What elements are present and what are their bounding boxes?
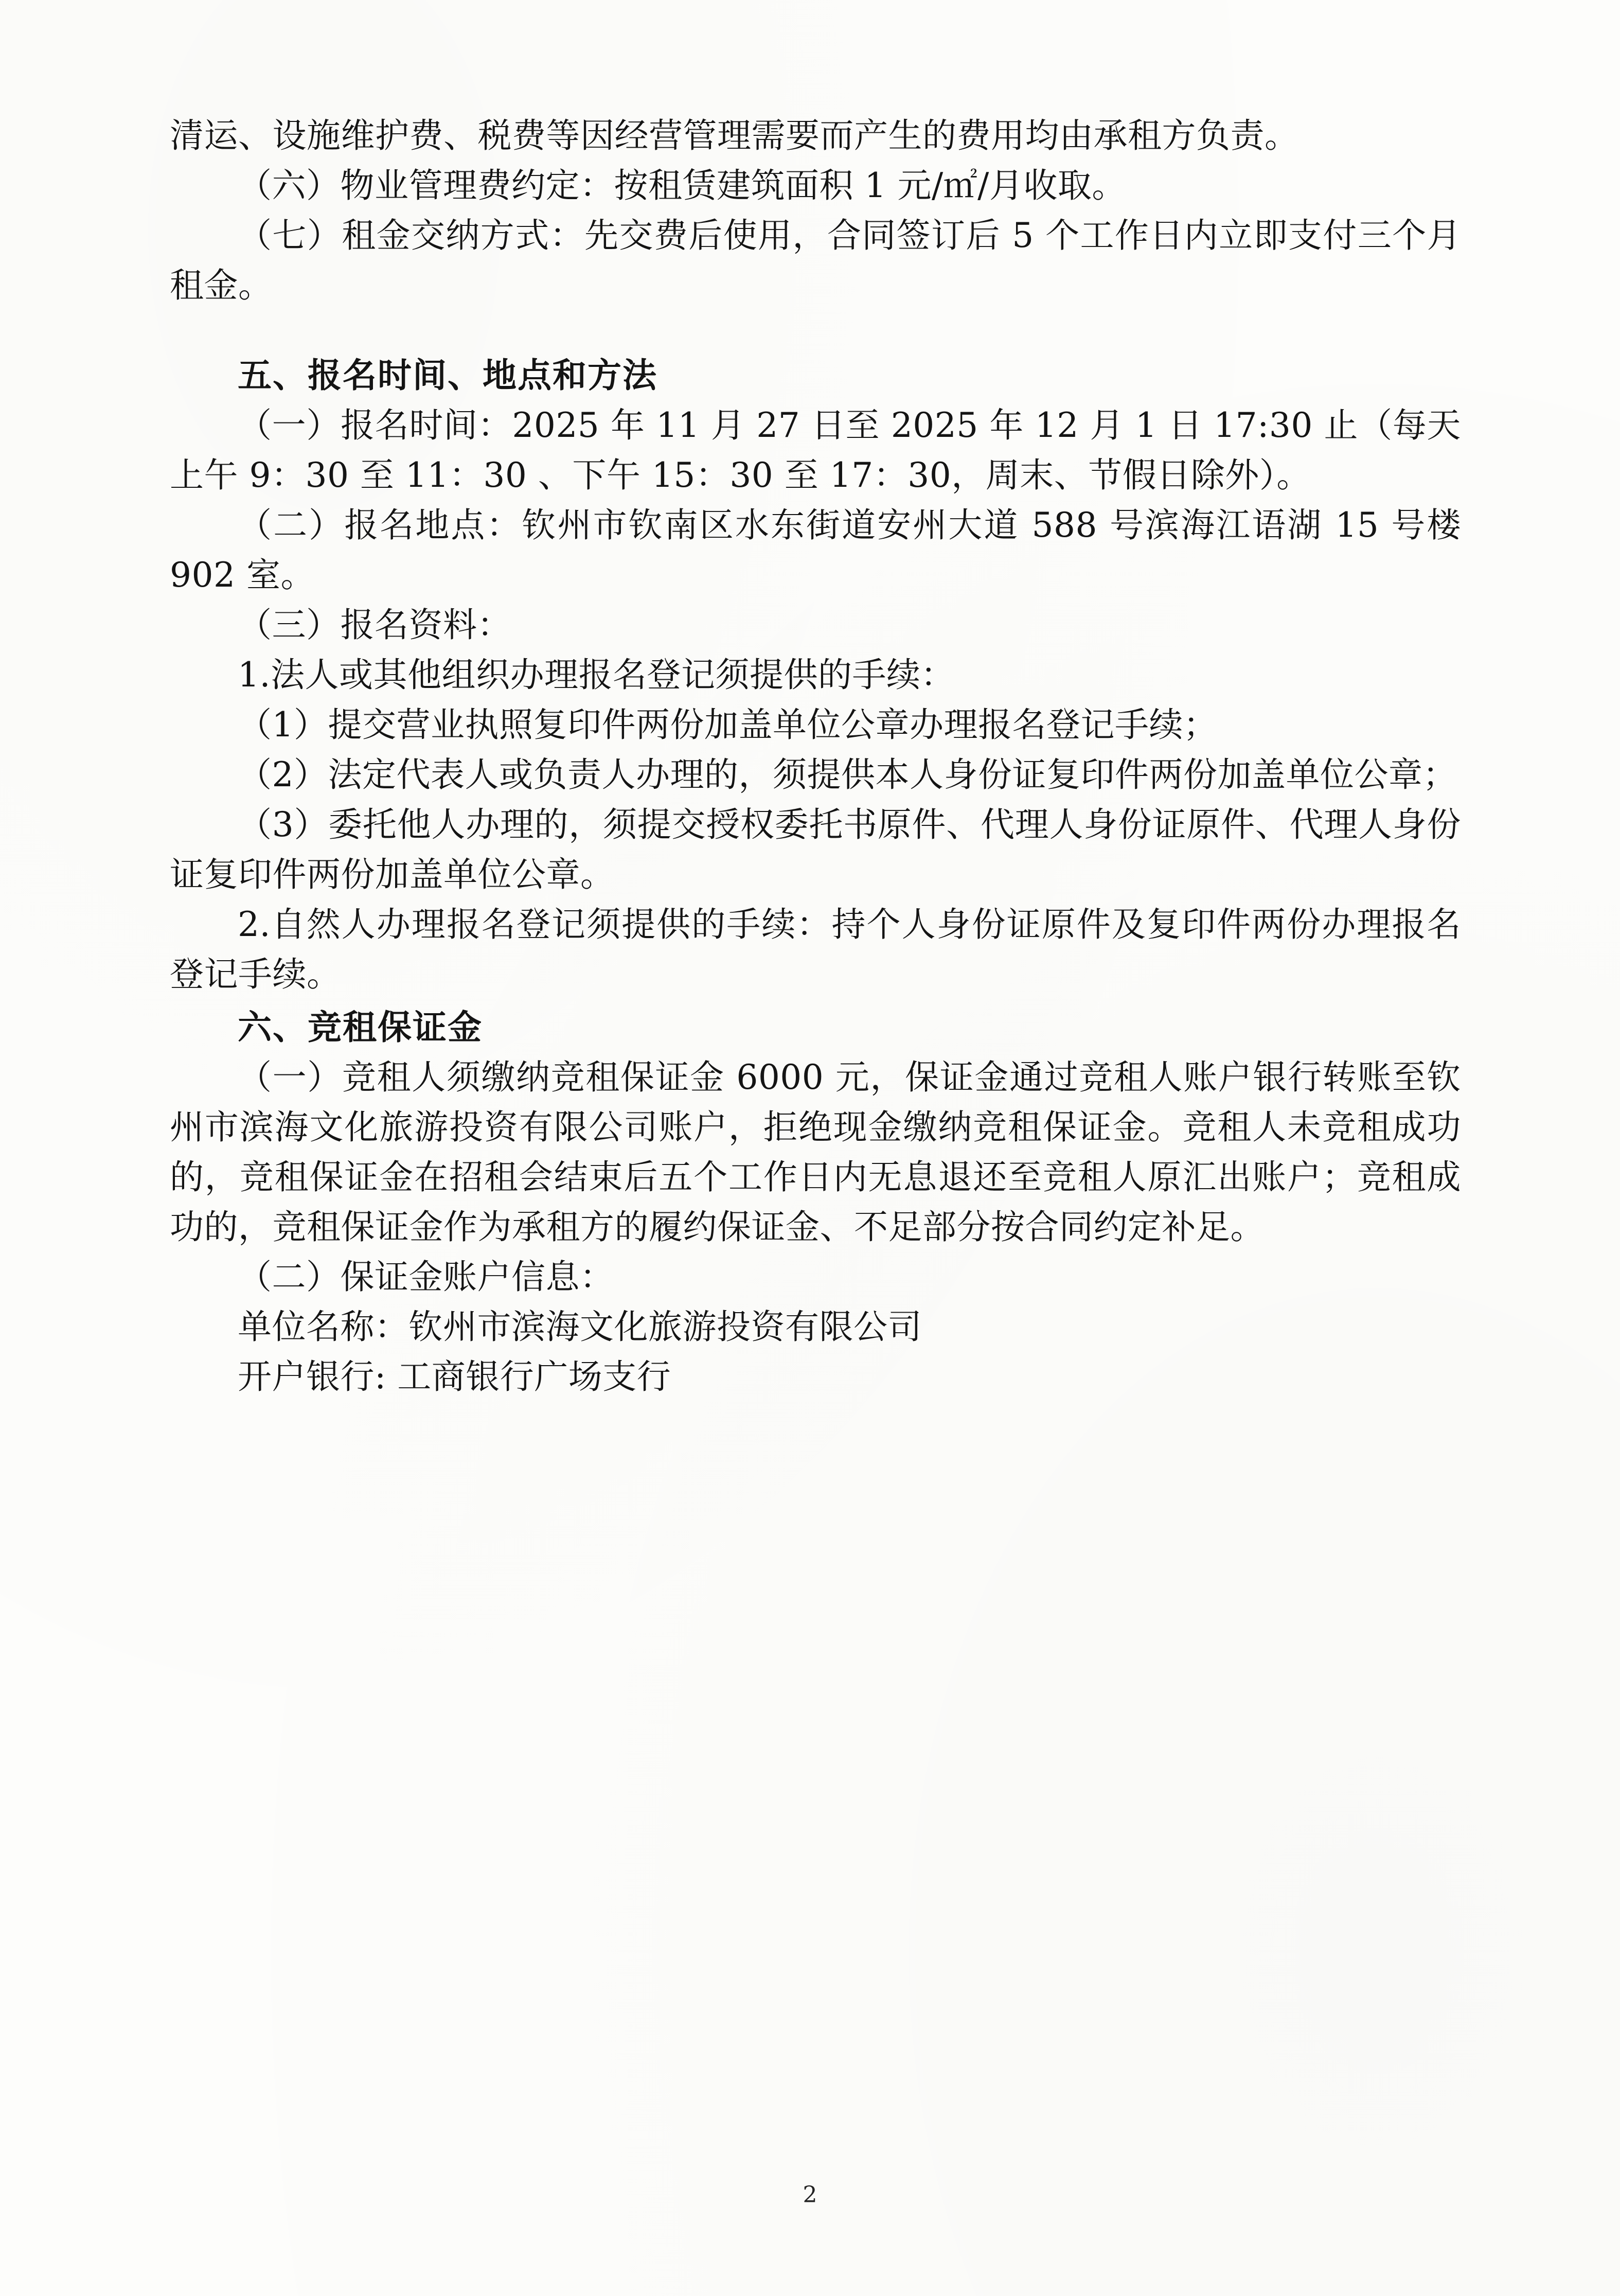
paragraph-signup-place: （二）报名地点：钦州市钦南区水东街道安州大道 588 号滨海江语湖 15 号楼 902 室。 [170, 505, 1461, 595]
paragraph-legal-person-item-1: （1）提交营业执照复印件两份加盖单位公章办理报名登记手续； [238, 705, 1218, 745]
paragraph-deposit-amount: （一）竞租人须缴纳竞租保证金 6000 元，保证金通过竞租人账户银行转账至钦州市滨海文化旅游投资有限公司账户，拒绝现金缴纳竞租保证金。竞租人未竞租成功的，竞租保证金在招租会结束后五个工作日内无息退还至竞租人原汇出账户；竞租成功的，竞租保证金作为承租方的履约保证金、不足部分按合同约定补足。 [170, 1057, 1461, 1247]
heading-section-six: 六、竞租保证金 [238, 1007, 483, 1048]
document-body [170, 111, 1461, 1402]
paragraph-legal-person-item-2: （2）法定代表人或负责人办理的，须提供本人身份证复印件两份加盖单位公章； [238, 755, 1457, 795]
page-number: 2 [803, 2182, 817, 2208]
paragraph-legal-person-intro: 1.法人或其他组织办理报名登记须提供的手续： [238, 655, 955, 695]
heading-section-five: 五、报名时间、地点和方法 [238, 355, 657, 396]
paragraph-legal-person-item-3: （3）委托他人办理的，须提交授权委托书原件、代理人身份证原件、代理人身份证复印件两份加盖单位公章。 [170, 805, 1461, 895]
paragraph-account-company: 单位名称：钦州市滨海文化旅游投资有限公司 [238, 1307, 922, 1347]
paragraph-deposit-account-title: （二）保证金账户信息： [238, 1257, 614, 1297]
paragraph-rent-payment: （七）租金交纳方式：先交费后使用，合同签订后 5 个工作日内立即支付三个月租金。 [170, 216, 1461, 306]
paragraph-property-fee: （六）物业管理费约定：按租赁建筑面积 1 元/㎡/月收取。 [238, 166, 1126, 206]
paragraph-account-bank: 开户银行: 工商银行广场支行 [238, 1357, 671, 1397]
paragraph-signup-materials: （三）报名资料： [238, 605, 511, 645]
paragraph-signup-time: （一）报名时间：2025 年 11 月 27 日至 2025 年 12 月 1 日 17:30 止（每天上午 9：30 至 11：30 、下午 15：30 至 17：30，周末、节假日除外）。 [170, 405, 1461, 496]
paragraph-natural-person: 2.自然人办理报名登记须提供的手续：持个人身份证原件及复印件两份办理报名登记手续。 [170, 905, 1461, 995]
paragraph-fees-continued: 清运、设施维护费、税费等因经营管理需要而产生的费用均由承租方负责。 [170, 116, 1299, 155]
